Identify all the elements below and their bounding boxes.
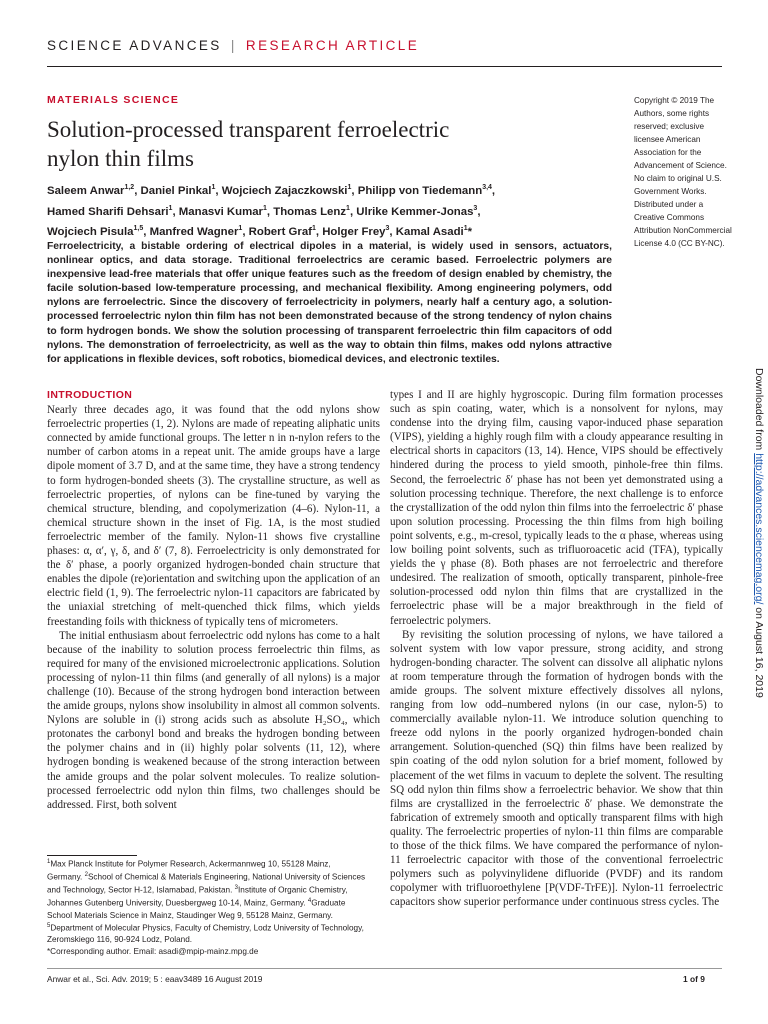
column-right	[390, 388, 723, 909]
download-prefix: Downloaded from	[753, 368, 765, 454]
download-link[interactable]: http://advances.sciencemag.org/	[753, 453, 765, 605]
title-line: Solution-processed transparent ferroelectric	[47, 117, 450, 142]
author: Kamal Asadi$^1$*	[395, 225, 473, 239]
author: Philipp von Tiedemann$^{3,4}$,	[357, 184, 496, 197]
author: Ulrike Kemmer-Jonas$^3$,	[356, 204, 481, 218]
body-paragraph: The initial enthusiasm about ferroelectric odd nylons has come to a halt because of the inability to solution process ferroelectric thin films, as required for many of the envisioned microelectronic applications. Solution processing of nylon-11 thin films (and generally of all nylons) is a major challenge (10). Because of the strong hydrogen bond interaction between the amide groups, nylons show insolubility in almost all common solvents. Nylons are soluble in (i) strong acids such as absolute H₂SO₄, which protonates the carbonyl bond and breaks the hydrogen bonding between the polymer chains and in (ii) highly polar solvents (11, 12), where hydrogen bonding is weakened because of the strong interaction between the amide groups and the polar solvent molecules. To realize solution-processed ferroelectric odd nylon thin films, two challenges should be addressed. First, both solvent	[47, 629, 380, 811]
author: Manfred Wagner$^1$,	[149, 225, 249, 239]
affiliations: $^1$Max Planck Institute for Polymer Research, Ackermannweg 10, 55128 Mainz, Germany. $^2$School of Chemical & Materials Engineering, National University of Sciences and Technology, Sector H-12, Islamabad, Pakistan. $^3$Institute of Organic Chemistry, Johannes Gutenberg University, Duesbergweg 10-14, Mainz, Germany. $^4$Graduate School Materials Science in Mainz, Staudinger Weg 9, 55128 Mainz, Germany. $^5$Department of Molecular Physics, Faculty of Chemistry, Lodz University of Technology, Zeromskiego 116, 90-924 Lodz, Poland. *Corresponding author. Email: asadi@mpip-mainz.mpg.de	[47, 859, 366, 956]
abstract: Ferroelectricity, a bistable ordering of electrical dipoles in a material, is widely used in sensors, actuators, nonlinear optics, and data storage. Traditional ferroelectrics are ceramic based. Ferroelectric polymers are inexpensive lead-free materials that offer unique features such as the freedom of design enabled by chemistry, the facile solution-based low-temperature processing, and mechanical flexibility. Among engineering polymers, odd nylons are ferroelectric. Since the discovery of ferroelectricity in polymers, nearly half a century ago, a solution-processed ferroelectric nylon thin film has not been demonstrated because of the strong tendency of nylon chains to form hydrogen bonds. We show the solution processing of transparent ferroelectric thin film capacitors of odd nylons. The demonstration of ferroelectricity, as well as the way to obtain thin films, makes odd nylons attractive for applications in flexible devices, soft robotics, biomedical devices, and electronic textiles.	[47, 241, 612, 365]
page-number: 1 of 9	[683, 974, 705, 984]
footnote-rule	[47, 855, 137, 856]
author: Holger Frey$^3$,	[322, 225, 396, 239]
author: Wojciech Pisula$^{1,5}$,	[47, 225, 150, 239]
article-type: RESEARCH ARTICLE	[245, 38, 420, 53]
journal-header	[47, 38, 419, 53]
body-paragraph: types I and II are highly hygroscopic. During film formation processes such as spin coating, water, which is a nonsolvent for nylons, may condense into the drying film, causing vapor-induced phase separation (VIPS), yielding a highly rough film with a cloudy appearance resulting in electrical shorts in capacitors (13, 14). Hence, VIPS should be effectively hindered during the process to yield smooth, pinhole-free thin films. Second, the ferroelectric δ′ phase has not been yet demonstrated using a solution processing technique. Therefore, the next challenge is to enforce the crystallization of the odd nylon thin films into the ferroelectric δ′ phase upon solution processing. Processing the thin films from high boiling point solvents, e.g., m-cresol, typically leads to the α phase, whereas using low boiling point solvents, such as trifluoroacetic acid (TFA), typically yields the γ phase (8). Both phases are not ferroelectric and therefore undesired. The realization of smooth, optically transparent, pinhole-free solution-processed odd nylon thin films that are crystallized in the ferroelectric phase will be a major breakthrough in the field of ferroelectric polymers.	[390, 389, 723, 627]
author: Hamed Sharifi Dehsari$^1$,	[47, 204, 179, 218]
citation-footer: Anwar et al., Sci. Adv. 2019; 5 : eaav3489 16 August 2019	[47, 974, 263, 984]
author: Manasvi Kumar$^1$,	[178, 204, 274, 218]
author: Saleem Anwar$^{1,2}$,	[47, 184, 141, 197]
body-paragraph: By revisiting the solution processing of nylons, we have tailored a solvent system with low vapor pressure, strong acidity, and strong hydrogen-bonding character. The solvent can dissolve all aliphatic nylons at room temperature through the formation of hydrogen bonds with the amide groups. The solvent mixture effectively dissolves all nylons, ranging from low odd–numbered nylons (in our case, nylon-5) to commercially available nylon-11. We introduce solution quenching to freeze odd nylons in the poorly organized hydrogen-bonded chain arrangement. Solution-quenched (SQ) thin films have been realized by spin coating of the odd nylon solution for a brief moment, followed by placement of the wet films in vacuum to deplete the solvent. The resulting SQ odd nylon thin films show a ferroelectric behavior. We show that thin films are crystallized in the ferroelectric δ′ phase. We demonstrate the fabrication of extremely smooth and optically transparent films with high quality. The ferroelectric properties of nylon-11 thin films are comparable to those of the thick films. We have compared the performance of nylon-11 ferroelectric capacitor with those of the conventional ferroelectric polymers such as polyvinylidene difluoride (PVDF) and its random copolymer with trifluoroethylene [P(VDF-TrFE)]. Nylon-11 ferroelectric capacitors show superior performance under continuous stress cycles. The	[390, 628, 723, 909]
affiliation: School of Chemical & Materials Engineering, National University of Sciences and Technology, Sector H-12, Islamabad, Pakistan.	[47, 872, 366, 896]
journal-name: SCIENCE ADVANCES	[47, 38, 222, 53]
column-left	[47, 388, 380, 812]
author: Thomas Lenz$^1$,	[273, 204, 357, 218]
affiliation: Department of Molecular Physics, Faculty of Chemistry, Lodz University of Technology, Zeromskiego 116, 90-924 Lodz, Poland.	[47, 923, 364, 945]
author-list	[47, 179, 607, 241]
author: Robert Graf$^1$,	[248, 225, 323, 239]
copyright-notice: Copyright © 2019 The Authors, some rights reserved; exclusive licensee American Association for the Advancement of Science. No claim to original U.S. Government Works. Distributed under a Creative Commons Attribution NonCommercial License 4.0 (CC BY-NC).	[634, 96, 732, 248]
corresponding-author: *Corresponding author. Email: asadi@mpip-mainz.mpg.de	[47, 946, 259, 956]
header-separator: |	[230, 38, 237, 53]
download-suffix: on August 16, 2019	[753, 604, 765, 698]
body-paragraph: Nearly three decades ago, it was found that the odd nylons show ferroelectric properties (1, 2). Nylons are made of repeating aliphatic units connected by amide functional groups. The letter n in n-nylon refers to the number of carbon atoms in a repeat unit. The amide groups have a large dipole moment of 3.7 D, and at the same time, they have a strong tendency to form hydrogen-bonded sheets (3). The crystalline structure, as well as ferroelectric properties, of nylons can be fine-tuned by varying the chemical structure, blending, and copolymerization (4–6). Nylon-11, a chemical structure shown in the inset of Fig. 1A, is the most studied ferroelectric member of the family. Nylon-11 shows five crystalline phases: α, α′, γ, δ, and δ′ (7, 8). Ferroelectricity is only demonstrated for the δ′ phase, a poorly organized hydrogen-bonded chain structure that enables the dipole (re)orientation and switching upon the application of an electric field (1, 9). The ferroelectric nylon-11 capacitors are fabricated by the uniaxial stretching of melt-quenched thick films, which yields freestanding foils with thickness of typically tens of micrometers.	[47, 404, 380, 628]
affiliation: Max Planck Institute for Polymer Research, Ackermannweg 10, 55128 Mainz, Germany.	[47, 859, 331, 882]
download-notice	[749, 368, 765, 698]
header-rule	[47, 66, 722, 67]
article-title	[47, 115, 567, 173]
section-tag: MATERIALS SCIENCE	[47, 94, 180, 106]
affiliation: Institute of Organic Chemistry, Johannes Gutenberg University, Duesbergweg 10-14, Mainz, Germany.	[47, 886, 348, 909]
affiliation: Graduate School Materials Science in Mainz, Staudinger Weg 9, 55128 Mainz, Germany.	[47, 899, 346, 920]
footer-rule	[47, 968, 722, 969]
title-line: nylon thin films	[47, 146, 194, 171]
author: Wojciech Zajaczkowski$^1$,	[221, 184, 358, 197]
section-heading: INTRODUCTION	[47, 389, 133, 401]
author: Daniel Pinkal$^1$,	[140, 184, 222, 197]
